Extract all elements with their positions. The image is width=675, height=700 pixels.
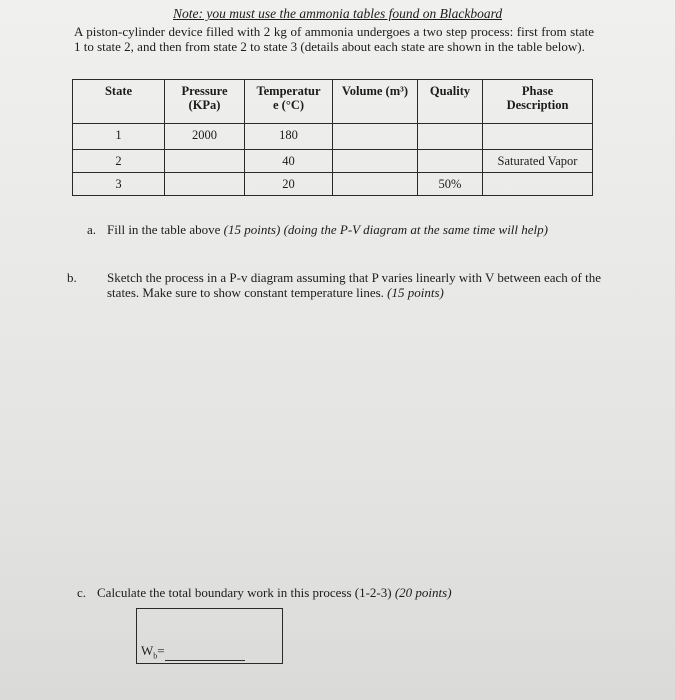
cell-phase: Saturated Vapor — [483, 150, 593, 173]
header-temperature: Temperatur e (°C) — [245, 80, 333, 124]
question-a-points: (15 points) — [223, 222, 281, 237]
answer-blank-line[interactable] — [165, 648, 245, 661]
cell-state: 3 — [73, 173, 165, 196]
cell-temperature: 180 — [245, 124, 333, 150]
header-state: State — [73, 80, 165, 124]
cell-state: 1 — [73, 124, 165, 150]
cell-pressure — [165, 150, 245, 173]
question-a-letter: a. — [87, 222, 97, 237]
cell-pressure: 2000 — [165, 124, 245, 150]
cell-temperature: 20 — [245, 173, 333, 196]
state-table — [72, 79, 593, 196]
question-b-letter: b. — [67, 270, 77, 285]
header-volume: Volume (m³) — [333, 80, 418, 124]
problem-statement: A piston-cylinder device filled with 2 kg of ammonia undergoes a two step process: first from state 1 to state 2, and then from state 2 to state 3 (details about each state are shown in the table below). — [74, 24, 594, 54]
question-a-text: Fill in the table above — [107, 222, 221, 237]
cell-quality: 50% — [418, 173, 483, 196]
cell-phase — [483, 124, 593, 150]
ammonia-tables-note: Note: you must use the ammonia tables found on Blackboard — [173, 6, 503, 21]
cell-state: 2 — [73, 150, 165, 173]
cell-volume — [333, 124, 418, 150]
table-row — [73, 173, 593, 196]
cell-quality — [418, 150, 483, 173]
header-pressure: Pressure (KPa) — [165, 80, 245, 124]
question-c-text: Calculate the total boundary work in this process (1-2-3) — [97, 585, 392, 600]
header-phase: Phase Description — [483, 80, 593, 124]
header-quality: Quality — [418, 80, 483, 124]
cell-pressure — [165, 173, 245, 196]
question-b — [67, 270, 617, 300]
table-header-row — [73, 80, 593, 124]
question-c — [77, 585, 452, 601]
question-c-letter: c. — [77, 585, 87, 600]
question-a-hint: (doing the P-V diagram at the same time will help) — [283, 222, 548, 237]
boundary-work-label: $W_b=$ — [141, 643, 245, 661]
cell-volume — [333, 150, 418, 173]
question-b-points: (15 points) — [387, 284, 444, 300]
cell-quality — [418, 124, 483, 150]
cell-temperature: 40 — [245, 150, 333, 173]
question-a — [87, 222, 548, 238]
table-row — [73, 124, 593, 150]
cell-volume — [333, 173, 418, 196]
table-row — [73, 150, 593, 173]
question-b-text: Sketch the process in a P-v diagram assuming that P varies linearly with V between each of the states. Make sure to show constant temperature lines. — [107, 270, 601, 300]
cell-phase — [483, 173, 593, 196]
question-c-points: (20 points) — [394, 585, 452, 600]
